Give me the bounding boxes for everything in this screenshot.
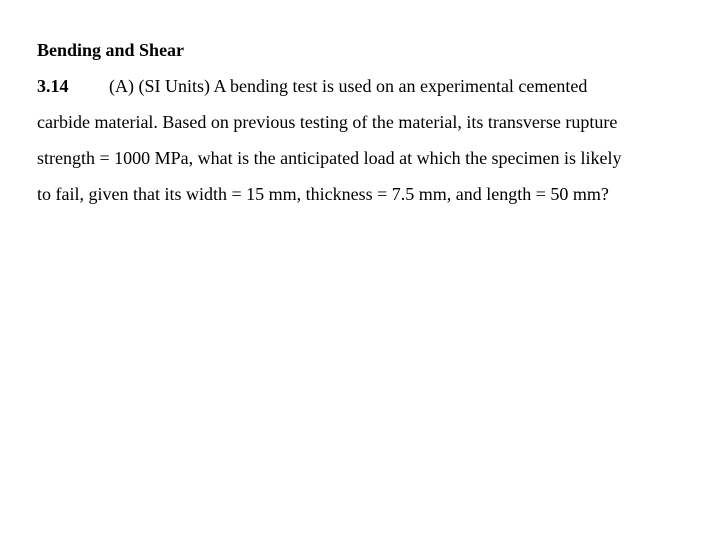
problem-number: 3.14 <box>37 76 69 96</box>
problem-text-line-1: (A) (SI Units) A bending test is used on an experimental cemented <box>109 76 588 96</box>
problem-text-line-3: strength = 1000 MPa, what is the anticipated load at which the specimen is likely <box>37 148 622 168</box>
problem-text-line-4: to fail, given that its width = 15 mm, thickness = 7.5 mm, and length = 50 mm? <box>37 184 609 204</box>
section-heading: Bending and Shear <box>37 40 185 60</box>
problem-text-line-2: carbide material. Based on previous testing of the material, its transverse rupture <box>37 112 618 132</box>
